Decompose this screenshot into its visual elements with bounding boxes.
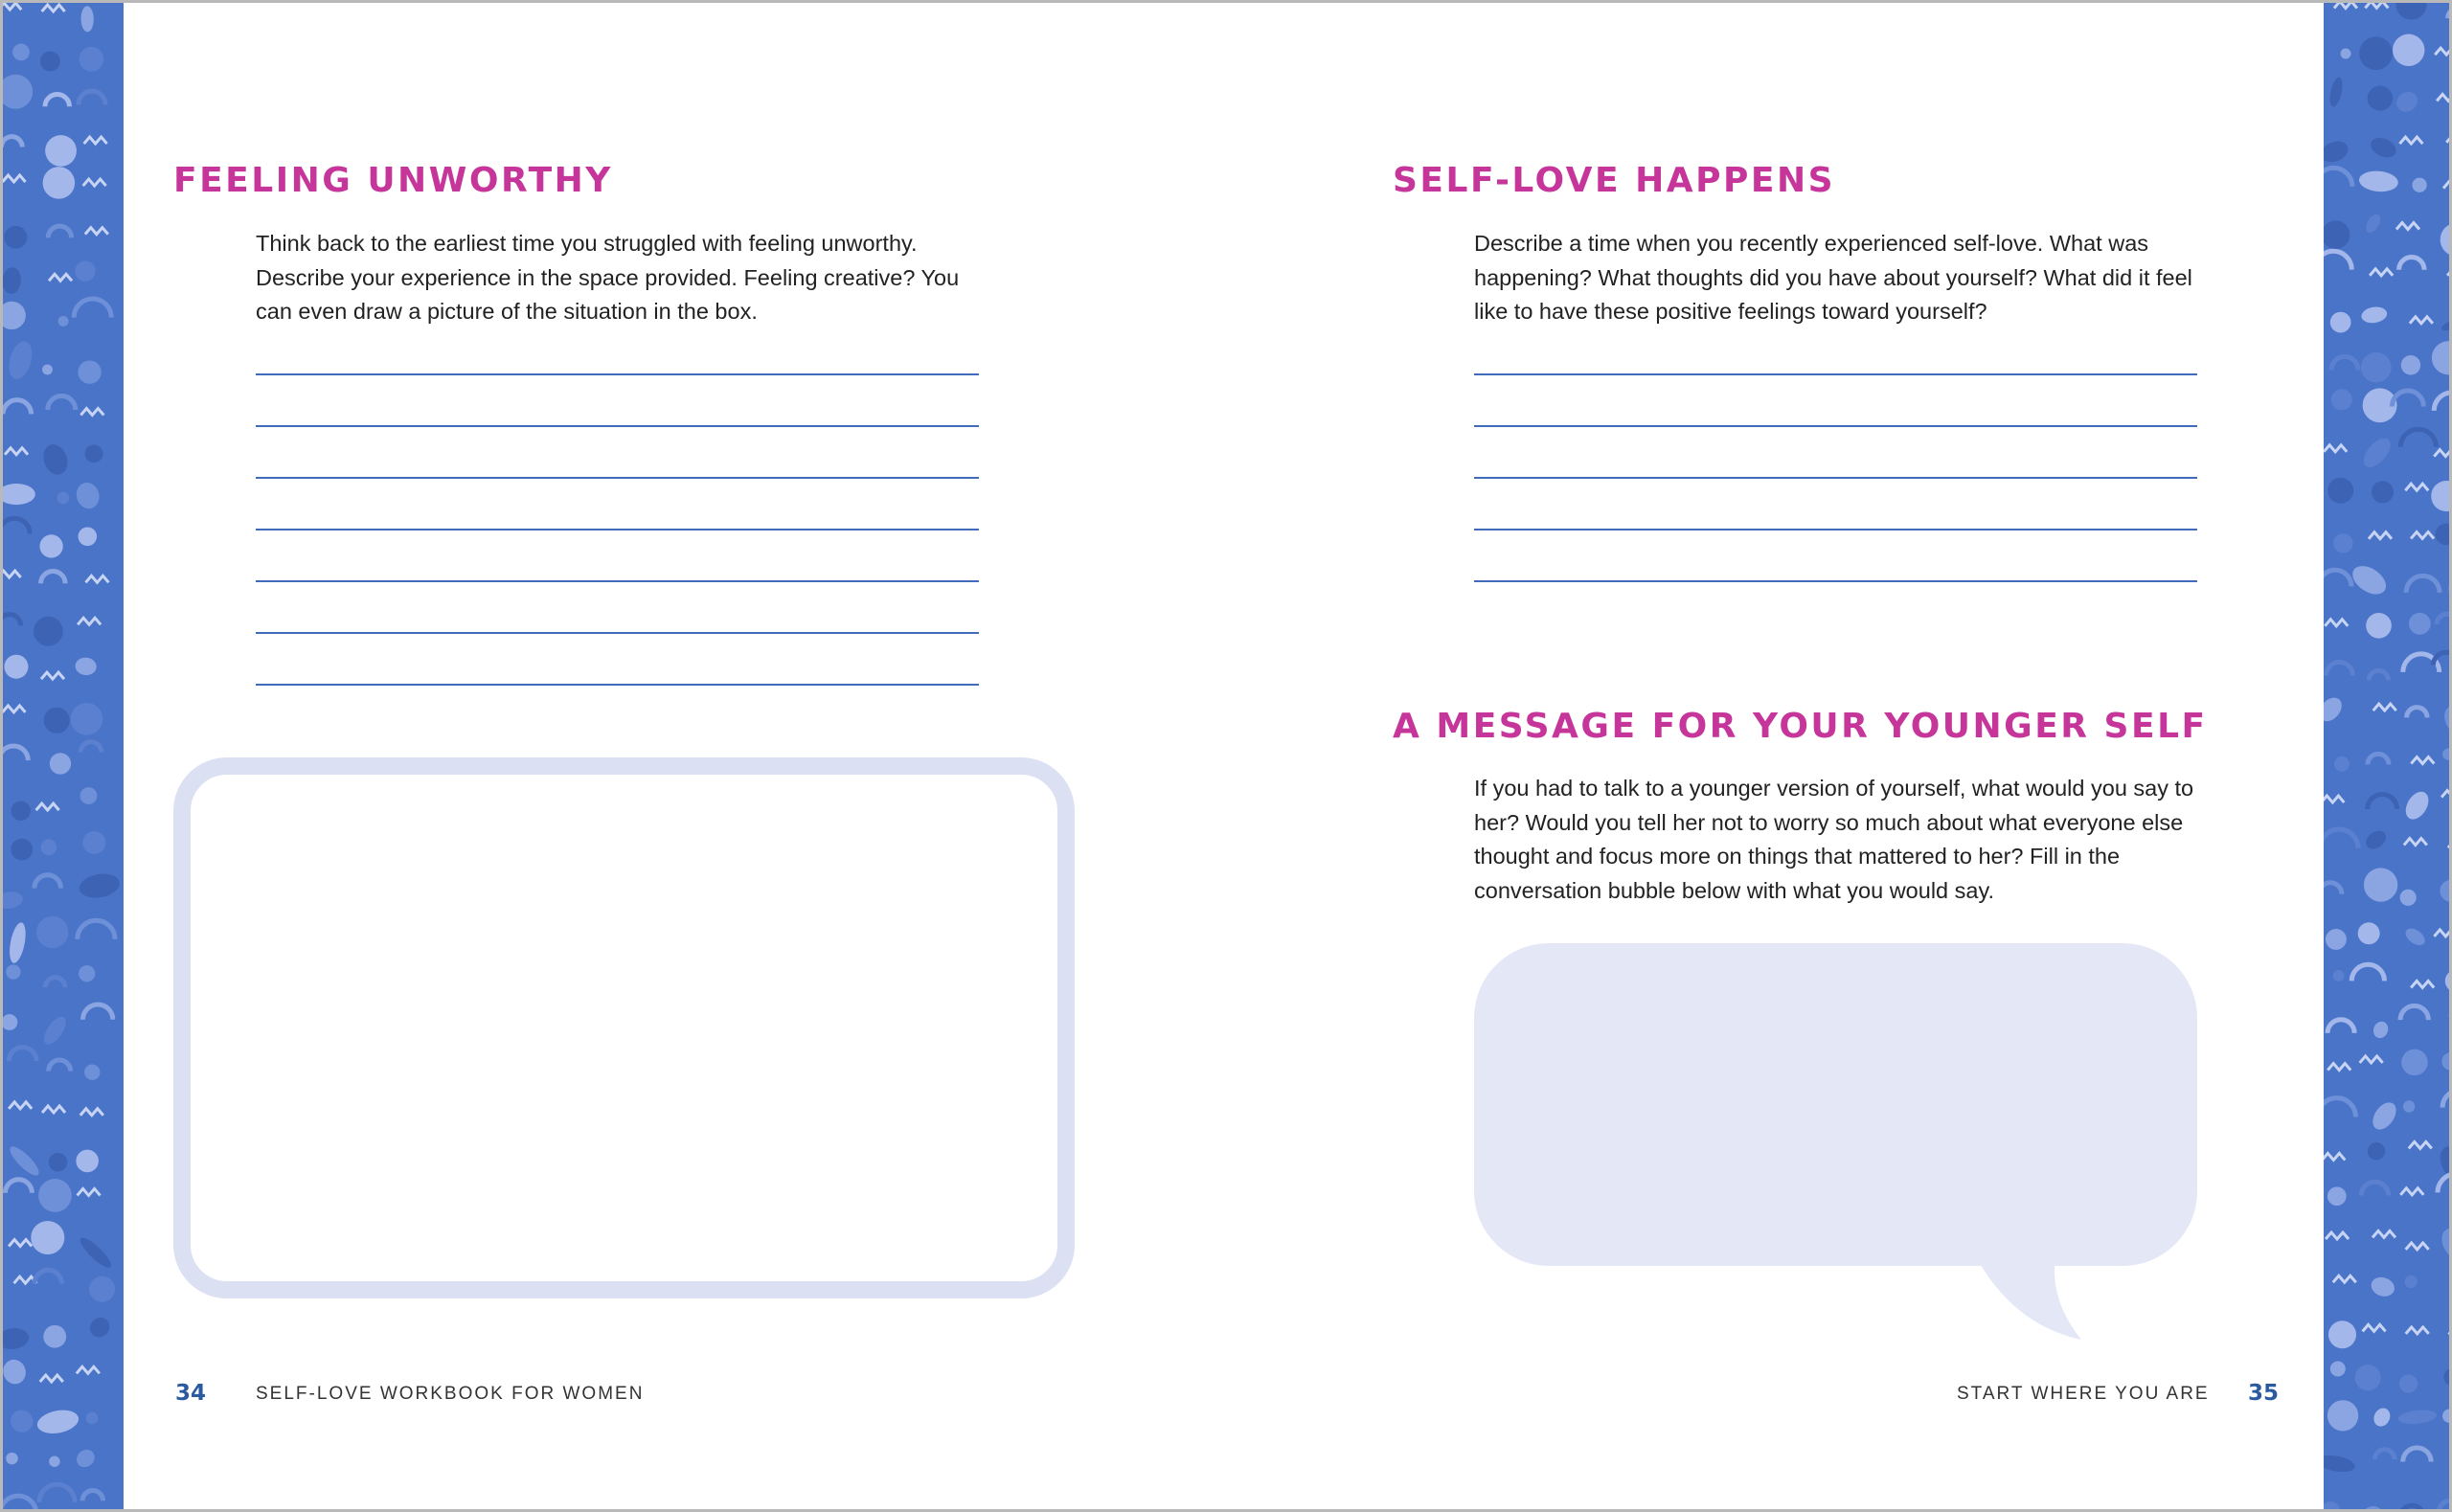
pattern-shape	[2325, 620, 2348, 626]
pattern-shape	[74, 299, 111, 318]
pattern-shape	[11, 801, 30, 821]
pattern-shape	[84, 137, 107, 144]
pattern-shape	[50, 753, 71, 774]
pattern-shape	[2401, 355, 2420, 374]
pattern-shape	[82, 1491, 102, 1501]
right-pattern-art	[2324, 3, 2449, 1509]
pattern-shape	[2403, 1100, 2415, 1112]
pattern-shape	[2324, 693, 2347, 726]
pattern-shape	[2334, 3, 2357, 9]
pattern-shape	[2406, 1327, 2429, 1334]
pattern-shape	[3, 75, 33, 109]
pattern-shape	[77, 1234, 115, 1272]
pattern-shape	[2365, 83, 2395, 113]
pattern-shape	[41, 571, 66, 583]
pattern-shape	[79, 528, 98, 547]
pattern-shape	[2333, 970, 2345, 982]
pattern-shape	[2393, 34, 2424, 66]
pattern-shape	[2358, 922, 2380, 944]
pattern-shape	[2400, 1505, 2424, 1509]
pattern-shape	[3, 615, 21, 626]
pattern-shape	[11, 839, 33, 861]
pattern-shape	[2371, 1020, 2390, 1041]
pattern-shape	[49, 1153, 67, 1171]
drawing-box[interactable]	[173, 757, 1075, 1298]
pattern-shape	[2327, 1186, 2347, 1206]
pattern-shape	[2360, 305, 2388, 325]
pattern-shape	[2399, 137, 2422, 144]
pattern-shape	[2324, 251, 2351, 269]
pattern-shape	[2327, 1020, 2354, 1033]
pattern-shape	[2324, 883, 2342, 894]
pattern-shape	[2399, 258, 2424, 270]
pattern-shape	[2324, 829, 2358, 848]
pattern-shape	[45, 978, 65, 987]
pattern-shape	[34, 617, 63, 646]
pattern-shape	[3, 890, 24, 911]
pattern-shape	[2437, 614, 2449, 624]
pattern-shape	[44, 708, 70, 733]
pattern-shape	[2441, 223, 2449, 257]
pattern-shape	[57, 492, 70, 505]
pattern-shape	[2362, 1506, 2385, 1509]
pattern-shape	[2411, 757, 2434, 764]
pattern-shape	[80, 6, 94, 32]
pattern-shape	[3, 1014, 17, 1030]
pattern-shape	[2328, 1320, 2356, 1348]
pattern-shape	[2402, 925, 2428, 949]
pattern-shape	[79, 91, 105, 104]
pattern-shape	[6, 1406, 37, 1436]
pattern-shape	[76, 1150, 99, 1173]
pattern-shape	[2363, 827, 2390, 853]
writing-line[interactable]	[256, 632, 979, 634]
pattern-shape	[2440, 309, 2449, 333]
pattern-shape	[42, 5, 65, 11]
pattern-shape	[58, 316, 69, 327]
pattern-shape	[2445, 970, 2449, 992]
pattern-shape	[2403, 1448, 2431, 1462]
pattern-shape	[3, 137, 22, 147]
pattern-shape	[3, 266, 22, 294]
pattern-shape	[2324, 1153, 2345, 1160]
pattern-shape	[2359, 434, 2395, 472]
pattern-shape	[2442, 1090, 2449, 1107]
pattern-shape	[3, 484, 35, 505]
left-page-number: 34	[175, 1381, 207, 1406]
feeling-unworthy-prompt: Think back to the earliest time you struggled with feeling unworthy. Describe your experience in the space provided. Feeling creative? You can even draw a picture of the situation in the box.	[256, 231, 960, 324]
self-love-happens-prompt: Describe a time when you recently experienced self-love. What was happening? What thoughts did you have about yourself? What did it feel like to have these positive feelings toward yourself?	[1474, 231, 2192, 324]
pattern-shape	[2330, 1362, 2346, 1377]
pattern-shape	[85, 228, 108, 235]
pattern-shape	[2369, 670, 2388, 680]
pattern-shape	[73, 1446, 98, 1471]
pattern-shape	[9, 1240, 32, 1247]
pattern-shape	[2324, 220, 2350, 249]
pattern-shape	[78, 618, 101, 624]
pattern-shape	[39, 1484, 75, 1502]
pattern-shape	[36, 803, 59, 810]
pattern-shape	[2410, 317, 2433, 324]
pattern-shape	[2363, 212, 2383, 235]
pattern-shape	[5, 339, 35, 382]
pattern-shape	[2399, 1374, 2418, 1392]
book-spread	[3, 3, 2449, 1509]
pattern-shape	[9, 1048, 36, 1061]
pattern-shape	[2324, 1453, 2356, 1475]
writing-line[interactable]	[256, 425, 979, 427]
book-title-footer: SELF-LOVE WORKBOOK FOR WOMEN	[256, 1384, 645, 1404]
pattern-shape	[2360, 1056, 2383, 1063]
writing-line[interactable]	[1474, 529, 2197, 530]
left-pattern-art	[3, 3, 124, 1509]
pattern-shape	[2448, 578, 2449, 600]
pattern-shape	[73, 480, 102, 511]
pattern-shape	[2448, 841, 2449, 847]
pattern-shape	[2373, 1230, 2395, 1237]
pattern-shape	[79, 965, 95, 982]
pattern-shape	[3, 746, 28, 760]
pattern-shape	[2324, 168, 2352, 186]
writing-line[interactable]	[256, 373, 979, 375]
speech-bubble[interactable]	[1474, 943, 2197, 1266]
right-page-number: 35	[2248, 1381, 2280, 1406]
pattern-shape	[40, 52, 60, 72]
pattern-shape	[2434, 393, 2449, 411]
pattern-shape	[40, 1013, 71, 1048]
pattern-shape	[2406, 575, 2440, 592]
pattern-shape	[83, 179, 106, 186]
pattern-shape	[2395, 3, 2426, 20]
pattern-shape	[75, 657, 98, 677]
pattern-shape	[2442, 749, 2449, 760]
writing-line[interactable]	[256, 580, 979, 582]
pattern-shape	[75, 260, 95, 281]
pattern-shape	[2327, 1400, 2358, 1431]
pattern-shape	[2404, 839, 2427, 846]
pattern-shape	[2326, 1232, 2349, 1239]
pattern-shape	[2411, 981, 2434, 987]
pattern-shape	[3, 3, 21, 10]
pattern-shape	[38, 1179, 72, 1212]
pattern-shape	[49, 274, 72, 281]
writing-line[interactable]	[1474, 477, 2197, 479]
pattern-shape	[2411, 532, 2434, 539]
pattern-shape	[2448, 8, 2449, 18]
pattern-shape	[85, 575, 108, 582]
pattern-shape	[43, 167, 76, 199]
writing-line[interactable]	[1474, 373, 2197, 375]
pattern-shape	[78, 360, 101, 383]
pattern-shape	[45, 135, 77, 167]
pattern-shape	[41, 672, 64, 679]
pattern-shape	[2371, 1406, 2393, 1430]
pattern-shape	[2324, 796, 2344, 802]
pattern-shape	[2443, 182, 2449, 189]
pattern-shape	[2333, 1275, 2356, 1282]
pattern-shape	[2405, 484, 2428, 490]
pattern-shape	[2361, 352, 2392, 383]
pattern-shape	[80, 742, 102, 753]
pattern-shape	[34, 875, 61, 889]
writing-line[interactable]	[256, 529, 979, 530]
pattern-shape	[2400, 890, 2417, 906]
pattern-shape	[81, 1061, 103, 1083]
pattern-shape	[2401, 1049, 2428, 1076]
pattern-shape	[2327, 1064, 2350, 1071]
pattern-shape	[2327, 76, 2345, 107]
pattern-shape	[2351, 964, 2384, 981]
left-decorative-pattern	[3, 3, 124, 1509]
pattern-shape	[39, 441, 72, 479]
pattern-shape	[2365, 3, 2388, 8]
pattern-shape	[7, 921, 29, 964]
pattern-shape	[2400, 429, 2436, 447]
pattern-shape	[2409, 1141, 2432, 1148]
pattern-shape	[80, 1109, 103, 1116]
self-love-happens-writing-lines[interactable]	[1474, 373, 2197, 632]
pattern-shape	[2441, 791, 2449, 798]
pattern-shape	[6, 1453, 18, 1465]
pattern-shape	[6, 964, 20, 979]
pattern-shape	[2324, 138, 2351, 166]
pattern-shape	[4, 226, 27, 249]
pattern-shape	[2447, 269, 2449, 276]
pattern-shape	[2434, 930, 2449, 937]
pattern-shape	[2431, 481, 2449, 511]
pattern-shape	[3, 518, 30, 533]
pattern-shape	[9, 1102, 32, 1109]
message-younger-self-prompt: If you had to talk to a younger version of yourself, what would you say to her? Would you tell her not to worry so much about what everyone else thought and focus more on things that mattered to her? Fill in the conversation bubble below with what you would say.	[1474, 776, 2194, 903]
pattern-shape	[83, 1004, 113, 1020]
pattern-shape	[82, 831, 105, 854]
pattern-shape	[78, 1188, 101, 1195]
pattern-shape	[4, 655, 28, 679]
pattern-shape	[2366, 613, 2392, 639]
pattern-shape	[2405, 1275, 2418, 1288]
pattern-shape	[6, 1142, 42, 1179]
pattern-shape	[36, 916, 68, 948]
pattern-shape	[5, 1180, 32, 1193]
pattern-shape	[5, 448, 28, 455]
pattern-shape	[39, 534, 62, 557]
pattern-shape	[2393, 88, 2421, 116]
pattern-shape	[43, 1325, 66, 1348]
pattern-shape	[2434, 450, 2449, 457]
pattern-shape	[71, 703, 103, 735]
pattern-shape	[2368, 795, 2397, 809]
pattern-shape	[2438, 1225, 2449, 1262]
pattern-shape	[2436, 524, 2449, 546]
self-love-happens-heading: SELF-LOVE HAPPENS	[1393, 161, 1836, 200]
pattern-shape	[86, 1314, 114, 1342]
pattern-shape	[2400, 1188, 2423, 1195]
pattern-shape	[2443, 1368, 2449, 1386]
pattern-shape	[2409, 613, 2431, 635]
pattern-shape	[2359, 36, 2393, 70]
pattern-shape	[2324, 445, 2347, 452]
pattern-shape	[2324, 1098, 2355, 1117]
message-younger-self-heading: A MESSAGE FOR YOUR YOUNGER SELF	[1393, 707, 2208, 746]
speech-bubble-tail	[1971, 1248, 2086, 1343]
pattern-shape	[3, 1496, 36, 1509]
pattern-shape	[2358, 169, 2399, 193]
pattern-shape	[2361, 1182, 2388, 1195]
pattern-shape	[2363, 1324, 2386, 1331]
pattern-shape	[2440, 1501, 2449, 1509]
pattern-shape	[3, 302, 26, 329]
writing-line[interactable]	[1474, 580, 2197, 582]
pattern-shape	[2442, 1410, 2449, 1423]
pattern-shape	[85, 444, 103, 463]
pattern-shape	[2441, 1052, 2449, 1071]
right-decorative-pattern	[2324, 3, 2449, 1509]
pattern-shape	[3, 571, 21, 577]
pattern-shape	[2368, 754, 2389, 764]
pattern-shape	[2400, 1005, 2428, 1020]
pattern-shape	[2324, 570, 2351, 586]
pattern-shape	[2401, 788, 2433, 824]
pattern-shape	[77, 1366, 100, 1373]
pattern-shape	[78, 920, 115, 939]
pattern-shape	[2355, 1365, 2381, 1390]
pattern-shape	[2373, 704, 2396, 711]
pattern-shape	[2412, 178, 2426, 192]
pattern-shape	[2326, 929, 2347, 950]
pattern-shape	[78, 870, 122, 900]
pattern-shape	[3, 1326, 30, 1351]
writing-line[interactable]	[256, 684, 979, 686]
pattern-shape	[79, 47, 103, 72]
pattern-shape	[3, 400, 32, 415]
pattern-shape	[2331, 356, 2358, 370]
pattern-shape	[2406, 1243, 2429, 1250]
pattern-shape	[2435, 48, 2449, 55]
pattern-shape	[80, 787, 98, 804]
pattern-shape	[3, 1357, 29, 1388]
chapter-title-footer: START WHERE YOU ARE	[1957, 1384, 2210, 1404]
pattern-shape	[80, 409, 103, 416]
pattern-shape	[2438, 1174, 2449, 1192]
pattern-shape	[2327, 478, 2353, 504]
pattern-shape	[41, 839, 57, 855]
pattern-shape	[89, 1276, 115, 1302]
pattern-shape	[2327, 663, 2353, 676]
pattern-shape	[2437, 94, 2449, 101]
pattern-shape	[2331, 389, 2352, 410]
pattern-shape	[2368, 1142, 2385, 1160]
pattern-shape	[42, 365, 53, 375]
pattern-shape	[2369, 1275, 2397, 1299]
pattern-shape	[2432, 341, 2449, 374]
pattern-shape	[2396, 223, 2419, 230]
pattern-shape	[2369, 532, 2392, 539]
pattern-shape	[2368, 134, 2399, 161]
writing-line[interactable]	[256, 477, 979, 479]
feeling-unworthy-writing-lines[interactable]	[256, 373, 979, 735]
pattern-shape	[2368, 1098, 2400, 1134]
pattern-shape	[40, 1375, 63, 1382]
pattern-shape	[34, 1270, 61, 1283]
pattern-shape	[2440, 880, 2449, 902]
pattern-shape	[35, 1407, 80, 1436]
pattern-shape	[48, 226, 71, 237]
pattern-shape	[3, 175, 26, 182]
pattern-shape	[49, 1060, 71, 1072]
pattern-shape	[2348, 560, 2392, 600]
pattern-shape	[2374, 1450, 2395, 1459]
writing-line[interactable]	[1474, 425, 2197, 427]
pattern-shape	[2372, 481, 2394, 503]
pattern-shape	[2440, 702, 2449, 741]
pattern-shape	[48, 396, 76, 410]
pattern-shape	[2407, 708, 2427, 718]
pattern-shape	[2433, 652, 2449, 665]
pattern-shape	[2446, 136, 2449, 143]
pattern-shape	[86, 1412, 99, 1425]
pattern-shape	[49, 1456, 59, 1467]
pattern-shape	[12, 44, 30, 61]
pattern-shape	[2324, 1501, 2340, 1509]
pattern-shape	[31, 1221, 64, 1254]
pattern-shape	[45, 95, 69, 107]
pattern-shape	[2364, 868, 2397, 901]
pattern-shape	[2330, 312, 2351, 333]
pattern-shape	[2397, 1409, 2438, 1426]
pattern-shape	[2334, 756, 2350, 772]
pattern-shape	[3, 706, 25, 712]
pattern-shape	[42, 1106, 65, 1113]
pattern-shape	[2341, 49, 2351, 59]
feeling-unworthy-heading: FEELING UNWORTHY	[173, 161, 613, 200]
pattern-shape	[2333, 533, 2352, 553]
pattern-shape	[2370, 269, 2393, 276]
